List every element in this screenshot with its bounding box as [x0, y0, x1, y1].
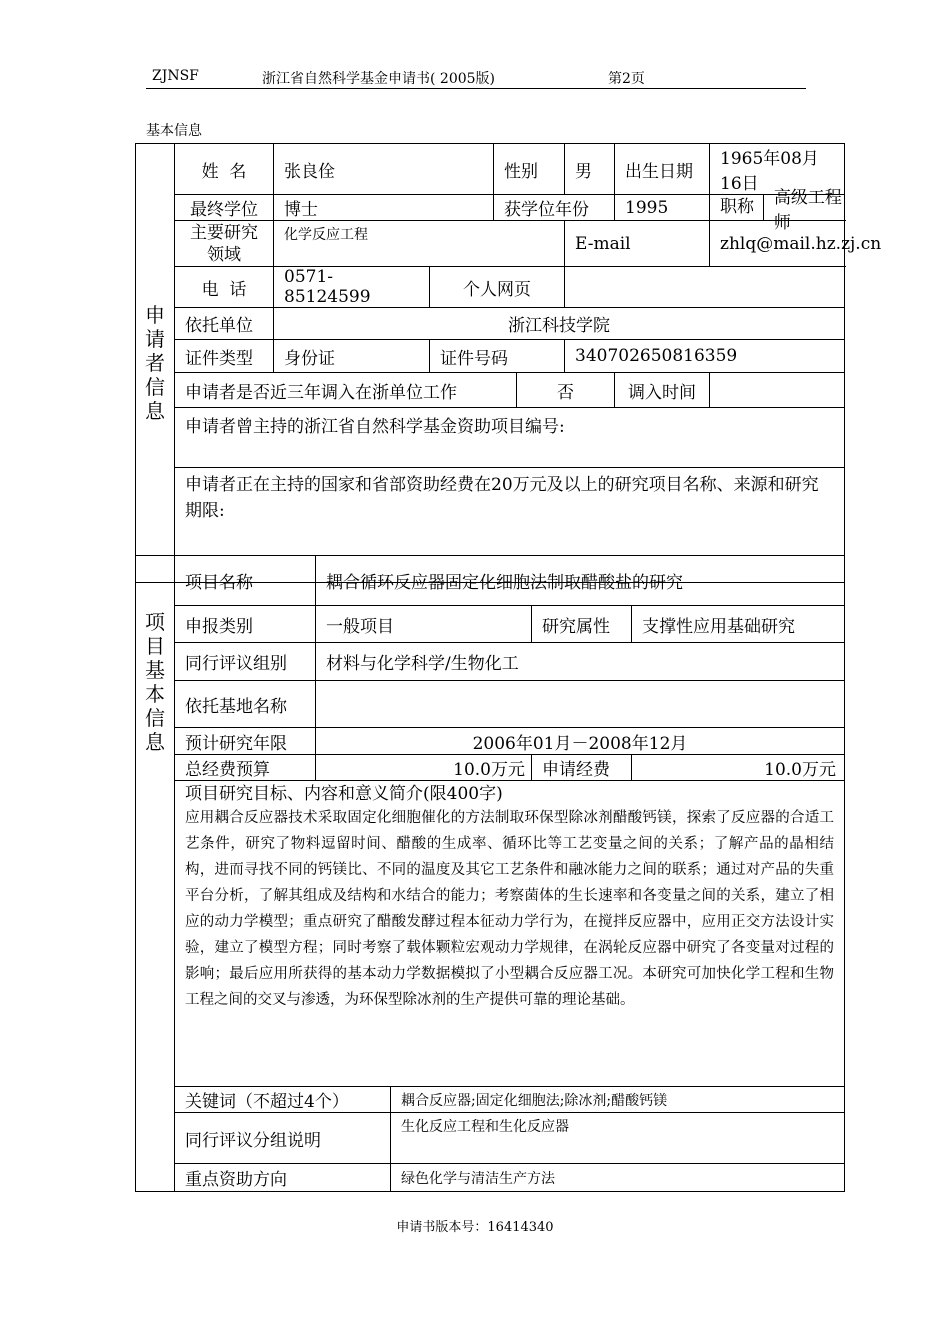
email-label: E-mail — [565, 221, 710, 267]
review-group-value: 材料与化学科学/生物化工 — [316, 643, 845, 681]
transfer-label: 申请者是否近三年调入在浙单位工作 — [175, 373, 517, 408]
id-type-label: 证件类型 — [175, 340, 274, 373]
focus-value: 绿色化学与清洁生产方法 — [391, 1164, 845, 1192]
id-no-label: 证件号码 — [430, 340, 565, 373]
page-header — [146, 66, 806, 89]
footer-version: 申请书版本号：16414340 — [396, 1220, 554, 1235]
keywords-value: 耦合反应器;固定化细胞法;除冰剂;醋酸钙镁 — [391, 1087, 845, 1113]
base-label: 依托基地名称 — [175, 681, 316, 728]
apply-budget-label: 申请经费 — [532, 755, 632, 781]
apply-budget-value: 10.0万元 — [632, 755, 845, 781]
header-page: 第2页 — [608, 71, 645, 87]
category-label: 申报类别 — [175, 606, 316, 643]
title-label: 职称 — [710, 195, 764, 220]
id-no-value: 340702650816359 — [565, 340, 845, 373]
attribute-label: 研究属性 — [532, 606, 632, 643]
abstract-cell — [175, 781, 845, 1087]
phone-label: 电 话 — [175, 267, 274, 308]
base-value — [316, 681, 845, 728]
section-label: 基本信息 — [146, 123, 202, 139]
group-note-label: 同行评议分组说明 — [175, 1113, 391, 1164]
total-budget-label: 总经费预算 — [175, 755, 316, 781]
field-label: 主要研究领域 — [175, 221, 274, 267]
project-name-label: 项目名称 — [175, 556, 316, 606]
applicant-side-label: 申 请 者 信 息 — [136, 144, 175, 583]
unit-value: 浙江科技学院 — [274, 308, 845, 340]
total-budget-value: 10.0万元 — [316, 755, 532, 781]
name-value: 张良佺 — [274, 144, 494, 195]
title-cell — [710, 187, 845, 233]
title-value: 高级工程师 — [773, 187, 842, 233]
applicant-table — [135, 143, 882, 583]
keywords-label: 关键词（不超过4个） — [175, 1087, 391, 1113]
focus-label: 重点资助方向 — [175, 1164, 391, 1192]
attribute-value: 支撑性应用基础研究 — [632, 606, 845, 643]
name-label: 姓 名 — [175, 144, 274, 195]
transfer-value: 否 — [517, 373, 615, 408]
review-group-label: 同行评议组别 — [175, 643, 316, 681]
degree-year-value: 1995 — [615, 195, 710, 221]
degree-value: 博士 — [274, 195, 494, 221]
degree-label: 最终学位 — [175, 195, 274, 221]
email-value: zhlq@mail.hz.zj.cn — [710, 221, 845, 267]
phone-value: 0571-85124599 — [274, 267, 430, 308]
unit-label: 依托单位 — [175, 308, 274, 340]
header-title: 浙江省自然科学基金申请书( 2005版) — [262, 71, 496, 87]
homepage-value — [565, 267, 845, 308]
id-type-value: 身份证 — [274, 340, 430, 373]
category-value: 一般项目 — [316, 606, 532, 643]
abstract-label: 项目研究目标、内容和意义简介(限400字) — [185, 784, 503, 804]
period-label: 预计研究年限 — [175, 728, 316, 755]
gender-value: 男 — [565, 144, 615, 195]
degree-year-label: 获学位年份 — [494, 195, 615, 221]
transfer-time-label: 调入时间 — [615, 373, 710, 408]
header-code: ZJNSF — [152, 68, 199, 84]
gender-label: 性别 — [494, 144, 565, 195]
homepage-label: 个人网页 — [430, 267, 565, 308]
birth-label: 出生日期 — [615, 144, 710, 195]
period-value: 2006年01月－2008年12月 — [316, 728, 845, 755]
project-side-label: 项 目 基 本 信 息 — [136, 556, 175, 1192]
transfer-time-value — [710, 373, 845, 408]
project-name-value: 耦合循环反应器固定化细胞法制取醋酸盐的研究 — [316, 556, 845, 606]
current-projects-label: 申请者正在主持的国家和省部资助经费在20万元及以上的研究项目名称、来源和研究期限: — [175, 468, 845, 583]
project-table — [135, 555, 845, 1192]
abstract-text: 应用耦合反应器技术采取固定化细胞催化的方法制取环保型除冰剂醋酸钙镁，探索了反应器的合适工艺条件，研究了物料逗留时间、醋酸的生成率、循环比等工艺变量之间的关系；了解产品的晶相结构，进而寻找不同的钙镁比、不同的温度及其它工艺条件和融冰能力之间的联系；通过对产品的失重平台分析，了解其组成及结构和水结合的能力；考察菌体的生长速率和各变量之间的关系，建立了相应的动力学模型；重点研究了醋酸发酵过程本征动力学行为，在搅拌反应器中，应用正交方法设计实验，建立了模型方程；同时考察了载体颗粒宏观动力学规律，在涡轮反应器中研究了各变量对过程的影响；最后应用所获得的基本动力学数据模拟了小型耦合反应器工况。本研究可加快化学工程和生物工程之间的交叉与渗透，为环保型除冰剂的生产提供可靠的理论基础。 — [185, 810, 834, 1008]
birth-value: 1965年08月16日 — [710, 144, 845, 195]
prev-projects-label: 申请者曾主持的浙江省自然科学基金资助项目编号: — [175, 408, 845, 468]
field-value: 化学反应工程 — [274, 221, 565, 267]
group-note-value: 生化反应工程和生化反应器 — [391, 1113, 845, 1164]
